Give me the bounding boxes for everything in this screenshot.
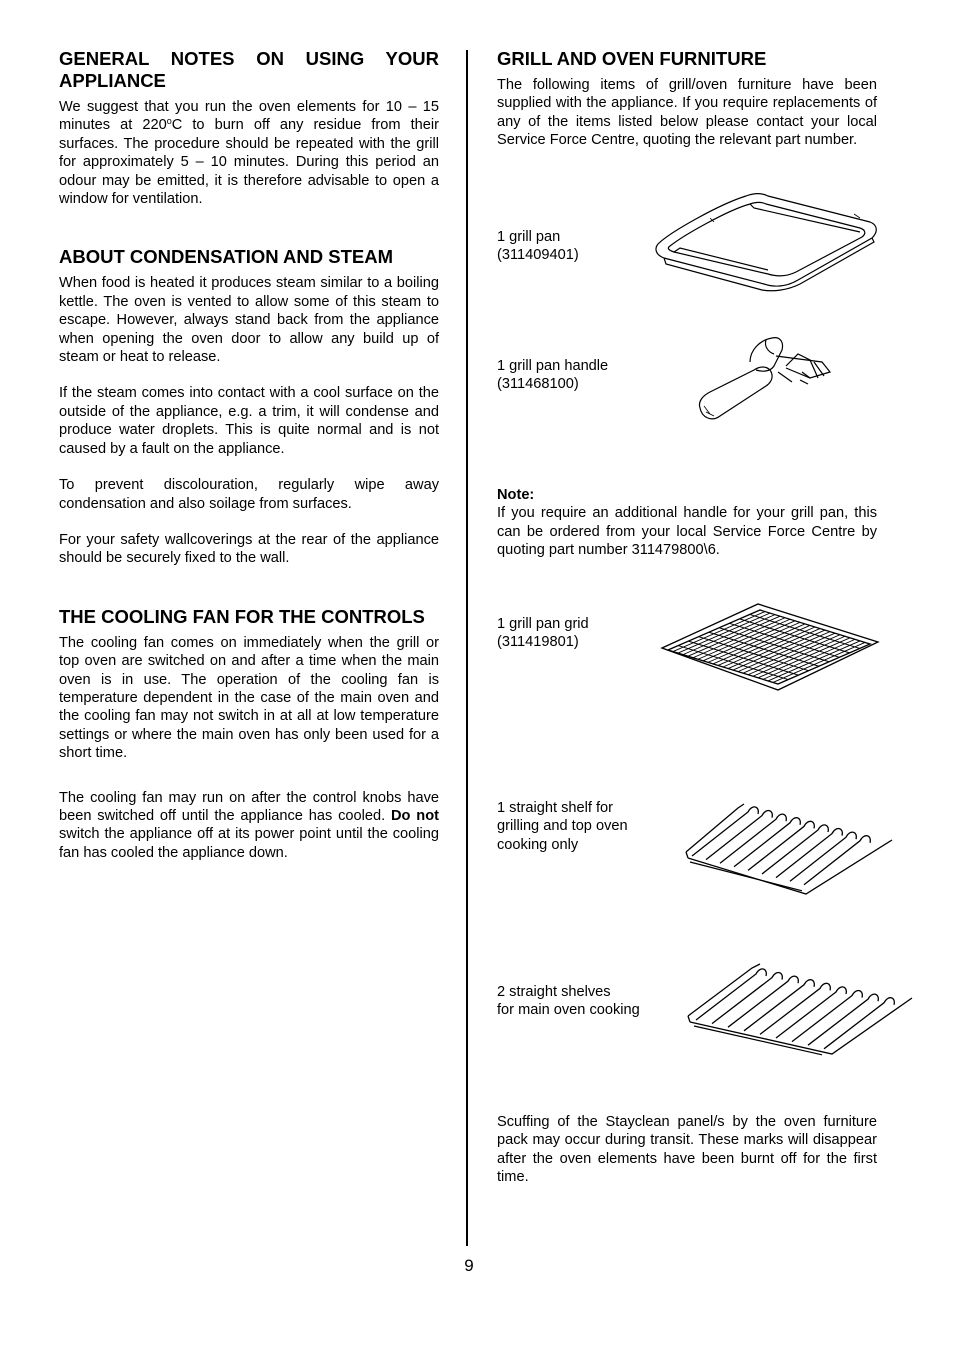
condensation-heading: ABOUT CONDENSATION AND STEAM — [59, 246, 394, 268]
general-notes-text: We suggest that you run the oven elements for 10 – 15 minutes at 220$^o$C to burn off any residue from their surfaces. The procedure should be repeated with the grill for approximately 5 – 10 minutes. During this period an odour may be emitted, it is therefore advisable to open a window for ventilation. — [59, 99, 439, 208]
grill-pan-grid-icon — [656, 598, 882, 694]
stayclean-note: Scuffing of the Stayclean panel/s by the oven furniture pack may occur during transit. These marks will disappear after the oven elements have been burnt off for the first time. — [497, 1114, 877, 1186]
furniture-heading: GRILL AND OVEN FURNITURE — [497, 48, 767, 69]
condensation-paragraph-1: When food is heated it produces steam similar to a boiling kettle. The oven is vented to allow some of this steam to escape. However, always stand back from the appliance when opening the oven door to allow any build up of steam or heat to release. — [59, 275, 439, 366]
cooling-fan-paragraph-2: The cooling fan may run on after the control knobs have been switched off until the appliance has cooled. Do not switch the appliance off at its power point until the cooling fan has cooled the appliance down. — [59, 789, 439, 861]
condensation-paragraph-3: To prevent discolouration, regularly wipe away condensation and also soilage from surfaces. — [59, 477, 439, 512]
furniture-intro: The following items of grill/oven furniture have been supplied with the appliance. If you require replacements of any of the items listed below please contact your local Service Force Centre, quoting the relevant part number. — [497, 77, 877, 149]
item-grill-pan-label: 1 grill pan (311409401) — [497, 229, 579, 264]
right-column — [497, 48, 877, 150]
page-number: 9 — [464, 1256, 474, 1275]
general-notes-heading: GENERAL NOTES ON USING YOUR APPLIANCE — [59, 48, 439, 91]
left-column — [59, 48, 439, 862]
item-straight-shelves-label: 2 straight shelves for main oven cooking — [497, 984, 640, 1019]
do-not-emphasis: Do not — [391, 807, 439, 824]
straight-shelves-icon — [682, 954, 918, 1058]
condensation-paragraph-4: For your safety wallcoverings at the rear of the appliance should be securely fixed to the wall. — [59, 531, 439, 567]
item-straight-shelf-label: 1 straight shelf for grilling and top oven cooking only — [497, 800, 628, 853]
column-divider — [466, 50, 468, 1246]
grill-pan-icon — [650, 188, 882, 292]
note-text: If you require an additional handle for your grill pan, this can be ordered from your local Service Force Centre by quoting part number 311479800\6. — [497, 505, 877, 559]
cooling-fan-paragraph-1: The cooling fan comes on immediately when the grill or top oven are switched on and after a time when the main oven is in use. The operation of the cooling fan is temperature dependent in the case of the main oven and the cooling fan may not switch in at all at low temperature settings or where the main oven has only been used for a short time. — [59, 634, 439, 762]
item-grill-pan-handle-label: 1 grill pan handle (311468100) — [497, 358, 609, 393]
cooling-fan-heading: THE COOLING FAN FOR THE CONTROLS — [59, 605, 425, 627]
note-block — [497, 486, 877, 560]
grill-pan-handle-icon — [690, 332, 838, 428]
condensation-paragraph-2: If the steam comes into contact with a cool surface on the outside of the appliance, e.g. a trim, it will condense and produce water droplets. This is quite normal and is not caused by a fault on the appliance. — [59, 385, 439, 457]
note-label: Note: — [497, 487, 535, 503]
degree-superscript: o — [166, 116, 172, 127]
straight-shelf-icon — [680, 794, 914, 898]
item-grill-pan-grid-label: 1 grill pan grid (311419801) — [497, 616, 589, 651]
